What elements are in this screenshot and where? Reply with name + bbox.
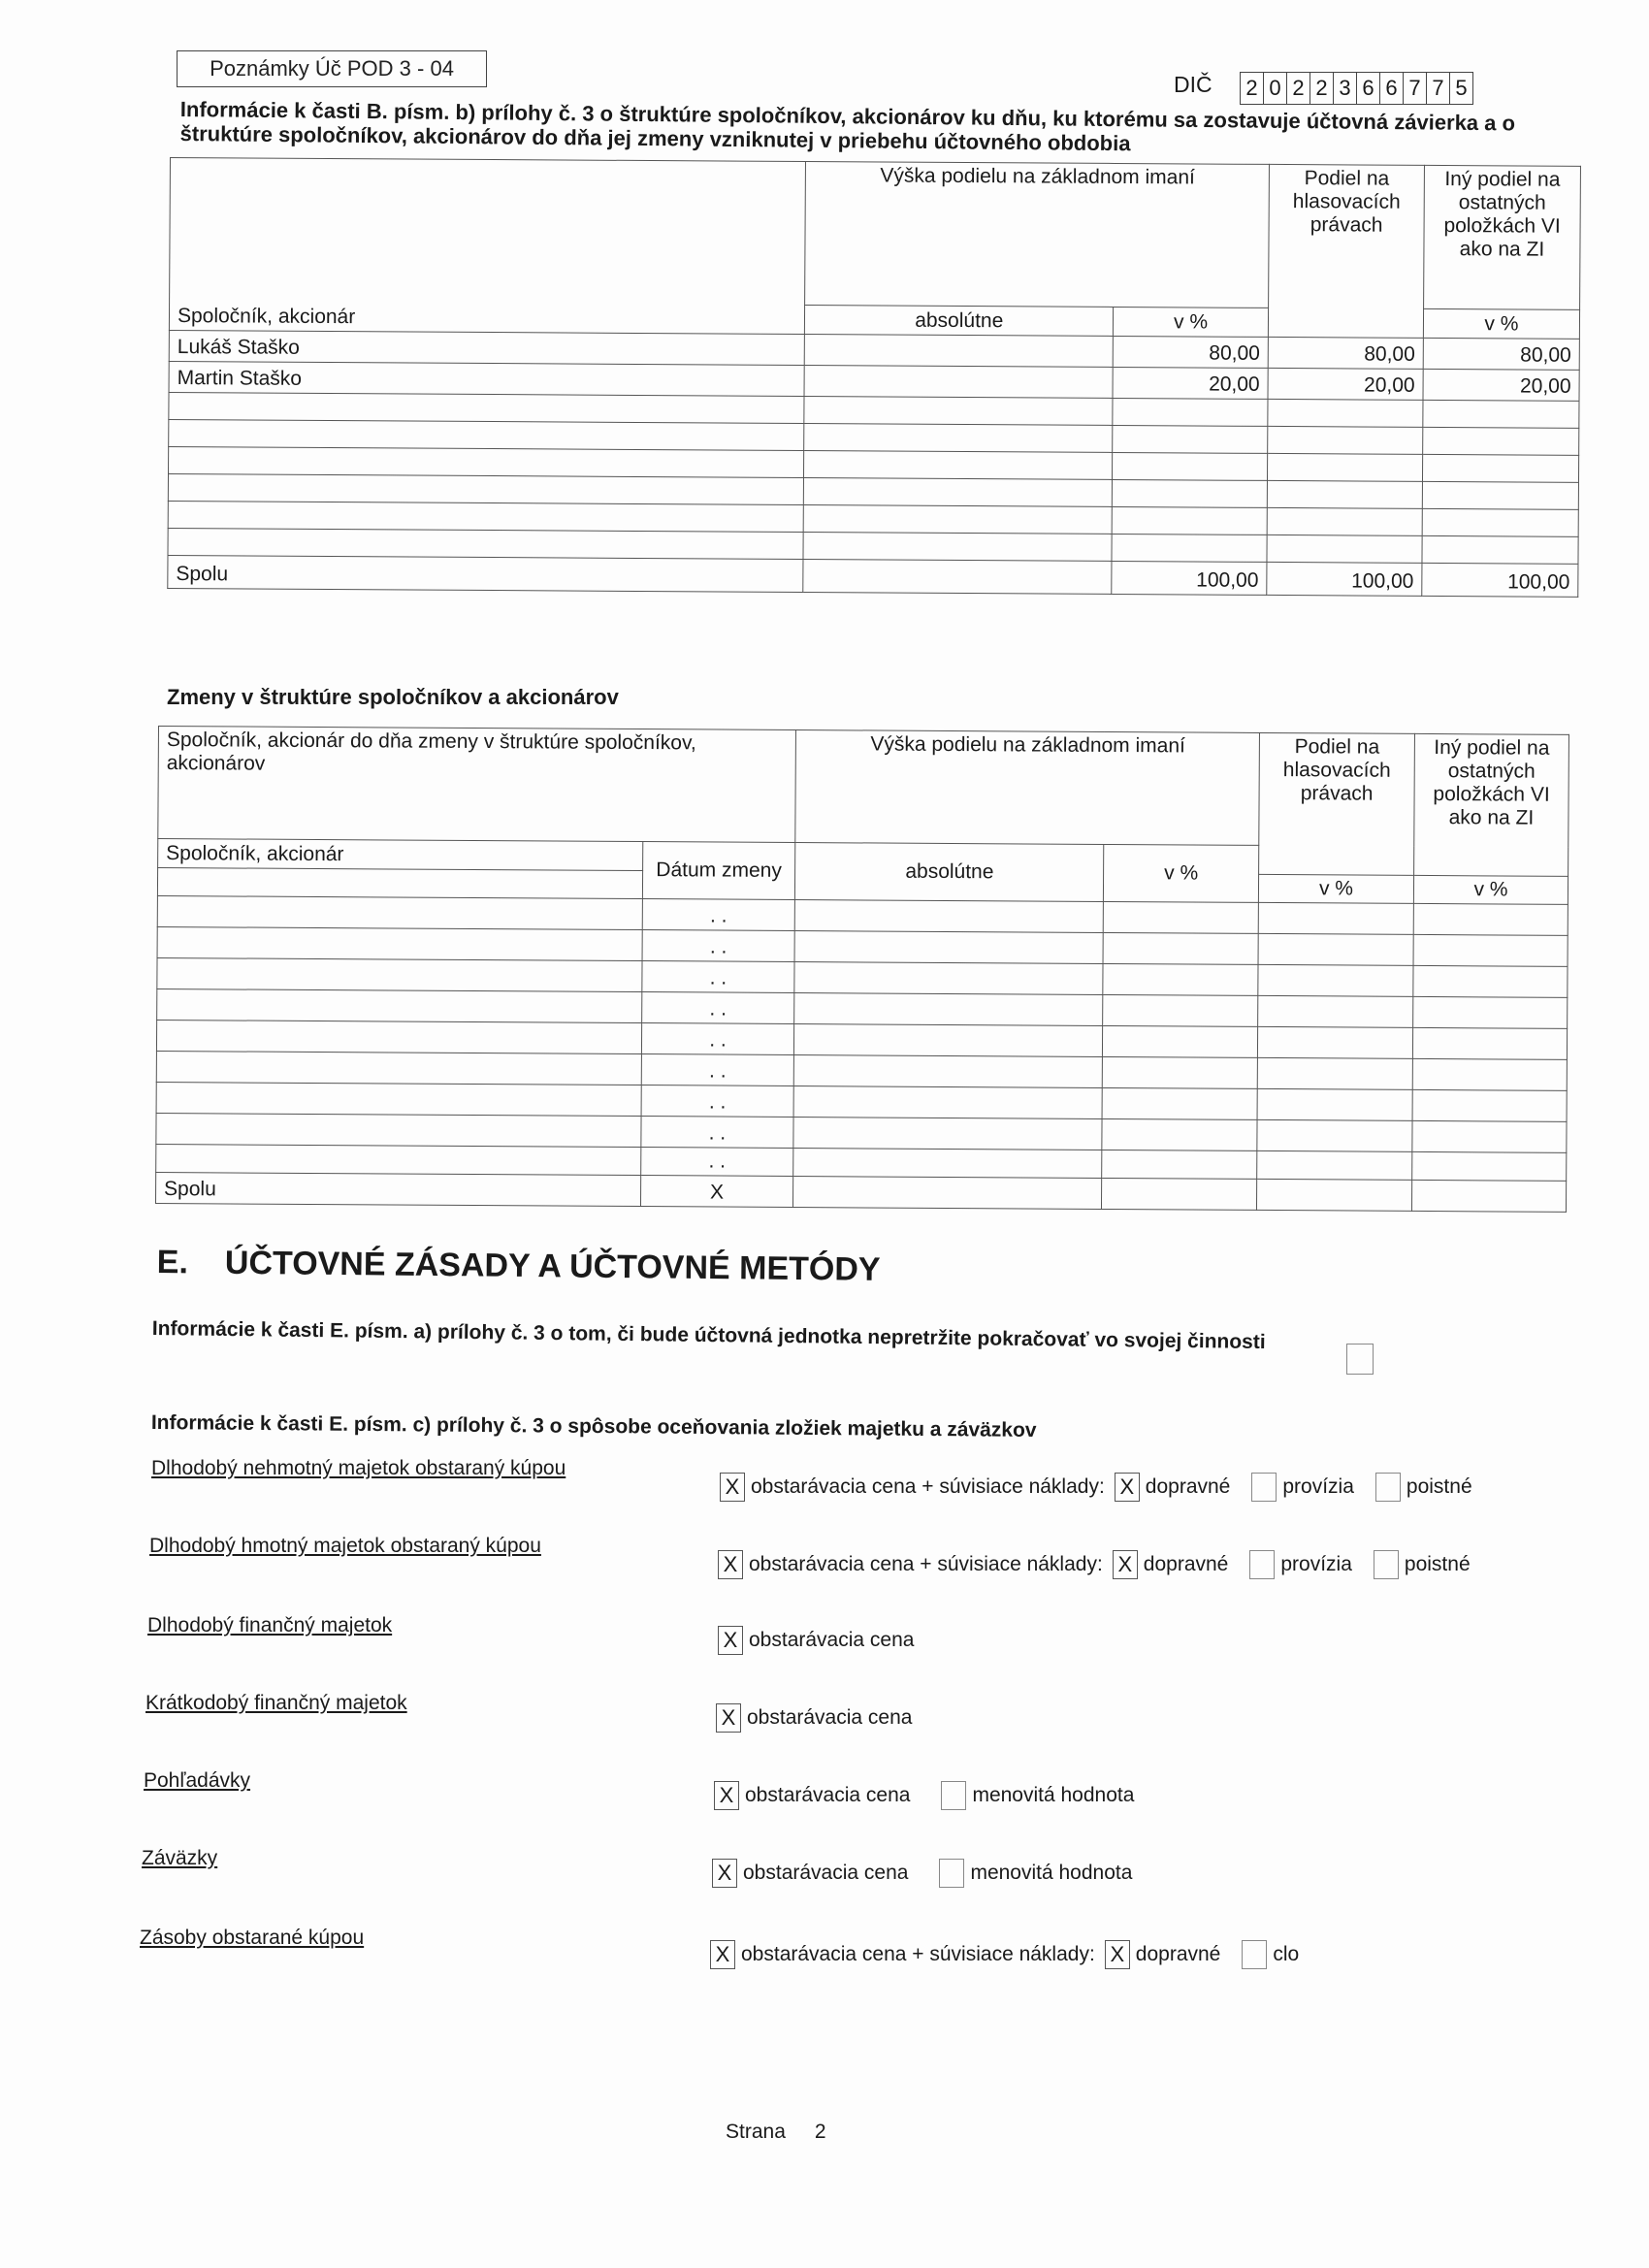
- checkbox[interactable]: [939, 1859, 964, 1888]
- partner-name[interactable]: [168, 501, 804, 532]
- pct-value[interactable]: [1103, 932, 1258, 964]
- total-voting: [1257, 1179, 1412, 1211]
- partner-name[interactable]: [157, 926, 642, 960]
- dic-digit: 6: [1380, 73, 1404, 104]
- section-title: ÚČTOVNÉ ZÁSADY A ÚČTOVNÉ METÓDY: [224, 1244, 881, 1288]
- other-value[interactable]: [1412, 1120, 1567, 1152]
- valuation-options: [716, 1703, 912, 1733]
- page-number: 2: [814, 2121, 826, 2143]
- sub-header-pct: v %: [1104, 844, 1259, 902]
- pct-value[interactable]: [1113, 452, 1268, 480]
- option-label: clo: [1273, 1943, 1300, 1965]
- sub-header-voting-pct: v %: [1258, 874, 1413, 903]
- change-date[interactable]: . .: [642, 899, 795, 931]
- absolute-value[interactable]: [795, 900, 1104, 933]
- total-other: 100,00: [1422, 563, 1578, 597]
- checkbox[interactable]: X: [1115, 1473, 1140, 1502]
- form-tag: Poznámky Úč POD 3 - 04: [177, 50, 487, 87]
- change-date[interactable]: . .: [641, 992, 794, 1024]
- partner-name[interactable]: [156, 1082, 641, 1116]
- other-value[interactable]: [1423, 454, 1579, 482]
- pct-value[interactable]: [1112, 534, 1267, 562]
- partner-name[interactable]: Lukáš Staško: [169, 330, 805, 365]
- voting-value[interactable]: [1258, 995, 1413, 1027]
- option-label: obstarávacia cena: [745, 1784, 911, 1806]
- change-date[interactable]: . .: [640, 1148, 793, 1177]
- other-value[interactable]: [1423, 427, 1579, 455]
- going-concern-checkbox[interactable]: [1346, 1344, 1374, 1375]
- voting-value[interactable]: [1268, 453, 1423, 481]
- total-label: Spolu: [168, 555, 804, 592]
- option-label: obstarávacia cena: [743, 1862, 909, 1884]
- other-value[interactable]: [1412, 1089, 1567, 1121]
- pct-value[interactable]: [1103, 1025, 1258, 1057]
- total-absolute: [803, 559, 1112, 594]
- dic-digit: 6: [1357, 73, 1380, 104]
- checkbox[interactable]: [1375, 1473, 1401, 1502]
- info-c-text: Informácie k časti E. písm. c) prílohy č. 3 o spôsobe oceňovania zložiek majetku a záväzkov: [150, 1411, 1037, 1442]
- other-value[interactable]: [1412, 1151, 1567, 1181]
- pct-value[interactable]: 20,00: [1113, 367, 1268, 399]
- page-footer: [726, 2121, 826, 2144]
- checkbox[interactable]: X: [1105, 1940, 1130, 1969]
- voting-value[interactable]: [1268, 426, 1423, 454]
- other-value[interactable]: [1412, 1058, 1567, 1090]
- sub-header-other-pct: v %: [1413, 875, 1568, 904]
- valuation-options: [712, 1859, 1132, 1888]
- option-label: dopravné: [1145, 1475, 1231, 1498]
- total-voting: 100,00: [1267, 562, 1422, 596]
- option-label: obstarávacia cena + súvisiace náklady:: [741, 1943, 1095, 1965]
- voting-value[interactable]: [1268, 399, 1423, 427]
- absolute-value[interactable]: [794, 1024, 1103, 1057]
- checkbox[interactable]: [1249, 1550, 1275, 1579]
- absolute-value[interactable]: [804, 397, 1113, 426]
- checkbox[interactable]: X: [718, 1626, 743, 1655]
- checkbox[interactable]: [1242, 1940, 1267, 1969]
- voting-value[interactable]: [1258, 933, 1413, 965]
- option-label: poistné: [1404, 1553, 1471, 1575]
- dic-digit: 2: [1287, 73, 1310, 104]
- absolute-value[interactable]: [804, 451, 1113, 480]
- absolute-value[interactable]: [794, 1086, 1103, 1119]
- absolute-value[interactable]: [794, 962, 1103, 995]
- absolute-value[interactable]: [804, 424, 1113, 453]
- sub-header-pct: v %: [1114, 307, 1269, 337]
- col-header-partner-until: Spoločník, akcionár do dňa zmeny v štruktúre spoločníkov, akcionárov: [158, 727, 796, 843]
- change-date[interactable]: . .: [641, 1023, 794, 1055]
- partner-name[interactable]: [156, 1144, 641, 1175]
- partner-name[interactable]: [156, 1020, 641, 1053]
- dic-digit: 7: [1404, 73, 1427, 104]
- valuation-options: [720, 1473, 1472, 1502]
- checkbox[interactable]: [1374, 1550, 1399, 1579]
- dic-digit: 5: [1455, 76, 1468, 100]
- change-date[interactable]: . .: [642, 930, 795, 962]
- sub-header-other-pct: v %: [1423, 308, 1579, 339]
- changes-title: Zmeny v štruktúre spoločníkov a akcionárov: [167, 685, 619, 709]
- valuation-options: [718, 1550, 1471, 1579]
- other-value[interactable]: [1422, 481, 1578, 509]
- absolute-value[interactable]: [804, 505, 1113, 535]
- change-date[interactable]: . .: [641, 1054, 794, 1086]
- col-header-other: Iný podiel na ostatných položkách VI ako na ZI: [1424, 165, 1581, 309]
- valuation-label: Dlhodobý finančný majetok: [147, 1614, 393, 1636]
- absolute-value[interactable]: [804, 366, 1113, 399]
- option-label: poistné: [1406, 1475, 1472, 1498]
- valuation-options: [718, 1626, 914, 1655]
- absolute-value[interactable]: [803, 532, 1112, 561]
- dic-digit: 0: [1264, 73, 1287, 104]
- sub-header-absolute: absolútne: [805, 306, 1114, 337]
- other-value[interactable]: [1423, 400, 1579, 428]
- checkbox[interactable]: X: [718, 1550, 743, 1579]
- sub-header-partner: Spoločník, akcionár: [158, 839, 643, 871]
- checkbox[interactable]: X: [716, 1703, 741, 1733]
- col-header-other: Iný podiel na ostatných položkách VI ako na ZI: [1414, 733, 1569, 876]
- other-value[interactable]: 20,00: [1423, 369, 1579, 401]
- change-date[interactable]: . .: [640, 1117, 793, 1149]
- partner-name[interactable]: [157, 957, 642, 991]
- dic-digit: 7: [1427, 73, 1450, 104]
- page-label: Strana: [726, 2121, 786, 2143]
- total-other: [1411, 1180, 1566, 1212]
- section-e-heading: [157, 1244, 881, 1289]
- col-header-voting: Podiel na hlasovacích právach: [1259, 732, 1415, 875]
- absolute-value[interactable]: [793, 1118, 1102, 1150]
- dic-digit: 2: [1241, 73, 1264, 104]
- valuation-label: Dlhodobý nehmotný majetok obstaraný kúpou: [151, 1457, 566, 1479]
- voting-value[interactable]: [1258, 902, 1413, 934]
- sub-header-date: Dátum zmeny: [642, 842, 795, 900]
- pct-value[interactable]: 80,00: [1113, 336, 1268, 368]
- valuation-label: Pohľadávky: [144, 1769, 251, 1792]
- option-label: obstarávacia cena: [747, 1706, 913, 1729]
- pct-value[interactable]: [1102, 1118, 1257, 1150]
- valuation-label: Krátkodobý finančný majetok: [146, 1692, 407, 1714]
- voting-value[interactable]: [1257, 1057, 1412, 1089]
- sub-header-absolute: absolútne: [795, 843, 1104, 902]
- checkbox[interactable]: X: [1113, 1550, 1138, 1579]
- absolute-value[interactable]: [804, 478, 1113, 507]
- checkbox[interactable]: X: [712, 1859, 737, 1888]
- voting-value[interactable]: [1257, 1088, 1412, 1120]
- checkbox[interactable]: X: [710, 1940, 735, 1969]
- option-label: obstarávacia cena + súvisiace náklady:: [749, 1553, 1103, 1575]
- other-value[interactable]: [1422, 535, 1578, 564]
- total-date: X: [640, 1176, 793, 1208]
- option-label: obstarávacia cena + súvisiace náklady:: [751, 1475, 1105, 1498]
- pct-value[interactable]: [1103, 963, 1258, 995]
- other-value[interactable]: [1412, 1027, 1567, 1059]
- pct-value[interactable]: [1112, 506, 1267, 535]
- option-label: obstarávacia cena: [749, 1629, 915, 1651]
- other-value[interactable]: [1413, 934, 1568, 966]
- pct-value[interactable]: [1112, 479, 1267, 507]
- pct-value[interactable]: [1102, 1056, 1257, 1088]
- changes-table: [155, 726, 1569, 1213]
- absolute-value[interactable]: [794, 1055, 1103, 1088]
- pct-value[interactable]: [1113, 398, 1268, 426]
- option-label: provízia: [1282, 1475, 1354, 1498]
- other-value[interactable]: [1413, 996, 1568, 1028]
- partner-name[interactable]: [168, 528, 804, 559]
- option-label: menovitá hodnota: [970, 1862, 1133, 1884]
- voting-value[interactable]: [1267, 507, 1422, 535]
- partner-name[interactable]: Martin Staško: [169, 361, 805, 396]
- valuation-options: [710, 1940, 1299, 1969]
- total-pct: 100,00: [1112, 561, 1267, 595]
- checkbox[interactable]: [941, 1781, 966, 1810]
- valuation-label: Záväzky: [142, 1847, 218, 1869]
- total-pct: [1102, 1178, 1257, 1210]
- partner-name[interactable]: [169, 419, 805, 450]
- pct-value[interactable]: [1113, 425, 1268, 453]
- option-label: provízia: [1280, 1553, 1352, 1575]
- valuation-options: [714, 1781, 1134, 1810]
- option-label: dopravné: [1143, 1553, 1229, 1575]
- dic-digit: 2: [1310, 73, 1334, 104]
- partner-name[interactable]: [157, 988, 642, 1022]
- shareholder-table: [167, 157, 1581, 598]
- option-label: menovitá hodnota: [972, 1784, 1135, 1806]
- voting-value[interactable]: [1267, 535, 1422, 563]
- voting-value[interactable]: 80,00: [1268, 337, 1423, 369]
- absolute-value[interactable]: [794, 993, 1103, 1026]
- other-value[interactable]: 80,00: [1423, 338, 1579, 370]
- pct-value[interactable]: [1103, 994, 1258, 1026]
- partner-name[interactable]: [157, 895, 642, 929]
- voting-value[interactable]: [1257, 1150, 1412, 1180]
- partner-name[interactable]: [169, 392, 805, 423]
- pct-value[interactable]: [1102, 1087, 1257, 1119]
- partner-name[interactable]: [169, 446, 805, 477]
- col-header-capital: Výška podielu na základnom imaní: [795, 730, 1259, 846]
- option-label: dopravné: [1135, 1943, 1221, 1965]
- voting-value[interactable]: [1258, 964, 1413, 996]
- info-a-text: Informácie k časti E. písm. a) prílohy č. 3 o tom, či bude účtovná jednotka nepretržite pokračovať vo svojej činnosti: [151, 1317, 1266, 1354]
- pct-value[interactable]: [1103, 901, 1258, 933]
- checkbox[interactable]: X: [720, 1473, 745, 1502]
- checkbox[interactable]: [1251, 1473, 1277, 1502]
- total-absolute: [793, 1177, 1102, 1210]
- valuation-label: Zásoby obstarané kúpou: [140, 1927, 365, 1949]
- section-b-heading: Informácie k časti B. písm. b) prílohy č. 3 o štruktúre spoločníkov, akcionárov ku dňu, ku ktorému sa zostavuje účtovná závierka a o štruktúre spoločníkov, akcionárov do dňa jej zmeny vzniknutej v priebehu účtovného obdobia: [179, 97, 1516, 156]
- change-date[interactable]: . .: [641, 961, 794, 993]
- other-value[interactable]: [1413, 903, 1568, 935]
- absolute-value[interactable]: [805, 335, 1114, 368]
- dic-digit: 3: [1334, 73, 1357, 104]
- col-header-partner: Spoločník, akcionár: [169, 158, 805, 335]
- checkbox[interactable]: X: [714, 1781, 739, 1810]
- other-value[interactable]: [1413, 965, 1568, 997]
- valuation-label: Dlhodobý hmotný majetok obstaraný kúpou: [149, 1535, 541, 1557]
- col-header-capital: Výška podielu na základnom imaní: [805, 162, 1270, 308]
- section-letter: E.: [156, 1244, 189, 1281]
- other-value[interactable]: [1422, 508, 1578, 536]
- pct-value[interactable]: [1102, 1150, 1257, 1179]
- dic-field: [1240, 72, 1473, 105]
- voting-value[interactable]: 20,00: [1268, 368, 1423, 400]
- partner-name[interactable]: [156, 1113, 641, 1147]
- dic-label: DIČ: [1174, 72, 1212, 97]
- voting-value[interactable]: [1257, 1026, 1412, 1058]
- voting-value[interactable]: [1267, 480, 1422, 508]
- absolute-value[interactable]: [794, 931, 1103, 964]
- change-date[interactable]: . .: [641, 1085, 794, 1118]
- voting-value[interactable]: [1257, 1119, 1412, 1151]
- partner-name[interactable]: [156, 1051, 641, 1085]
- absolute-value[interactable]: [793, 1149, 1102, 1179]
- partner-name[interactable]: [168, 473, 804, 504]
- col-header-voting: Podiel na hlasovacích právach: [1268, 164, 1424, 338]
- total-label: Spolu: [155, 1172, 640, 1206]
